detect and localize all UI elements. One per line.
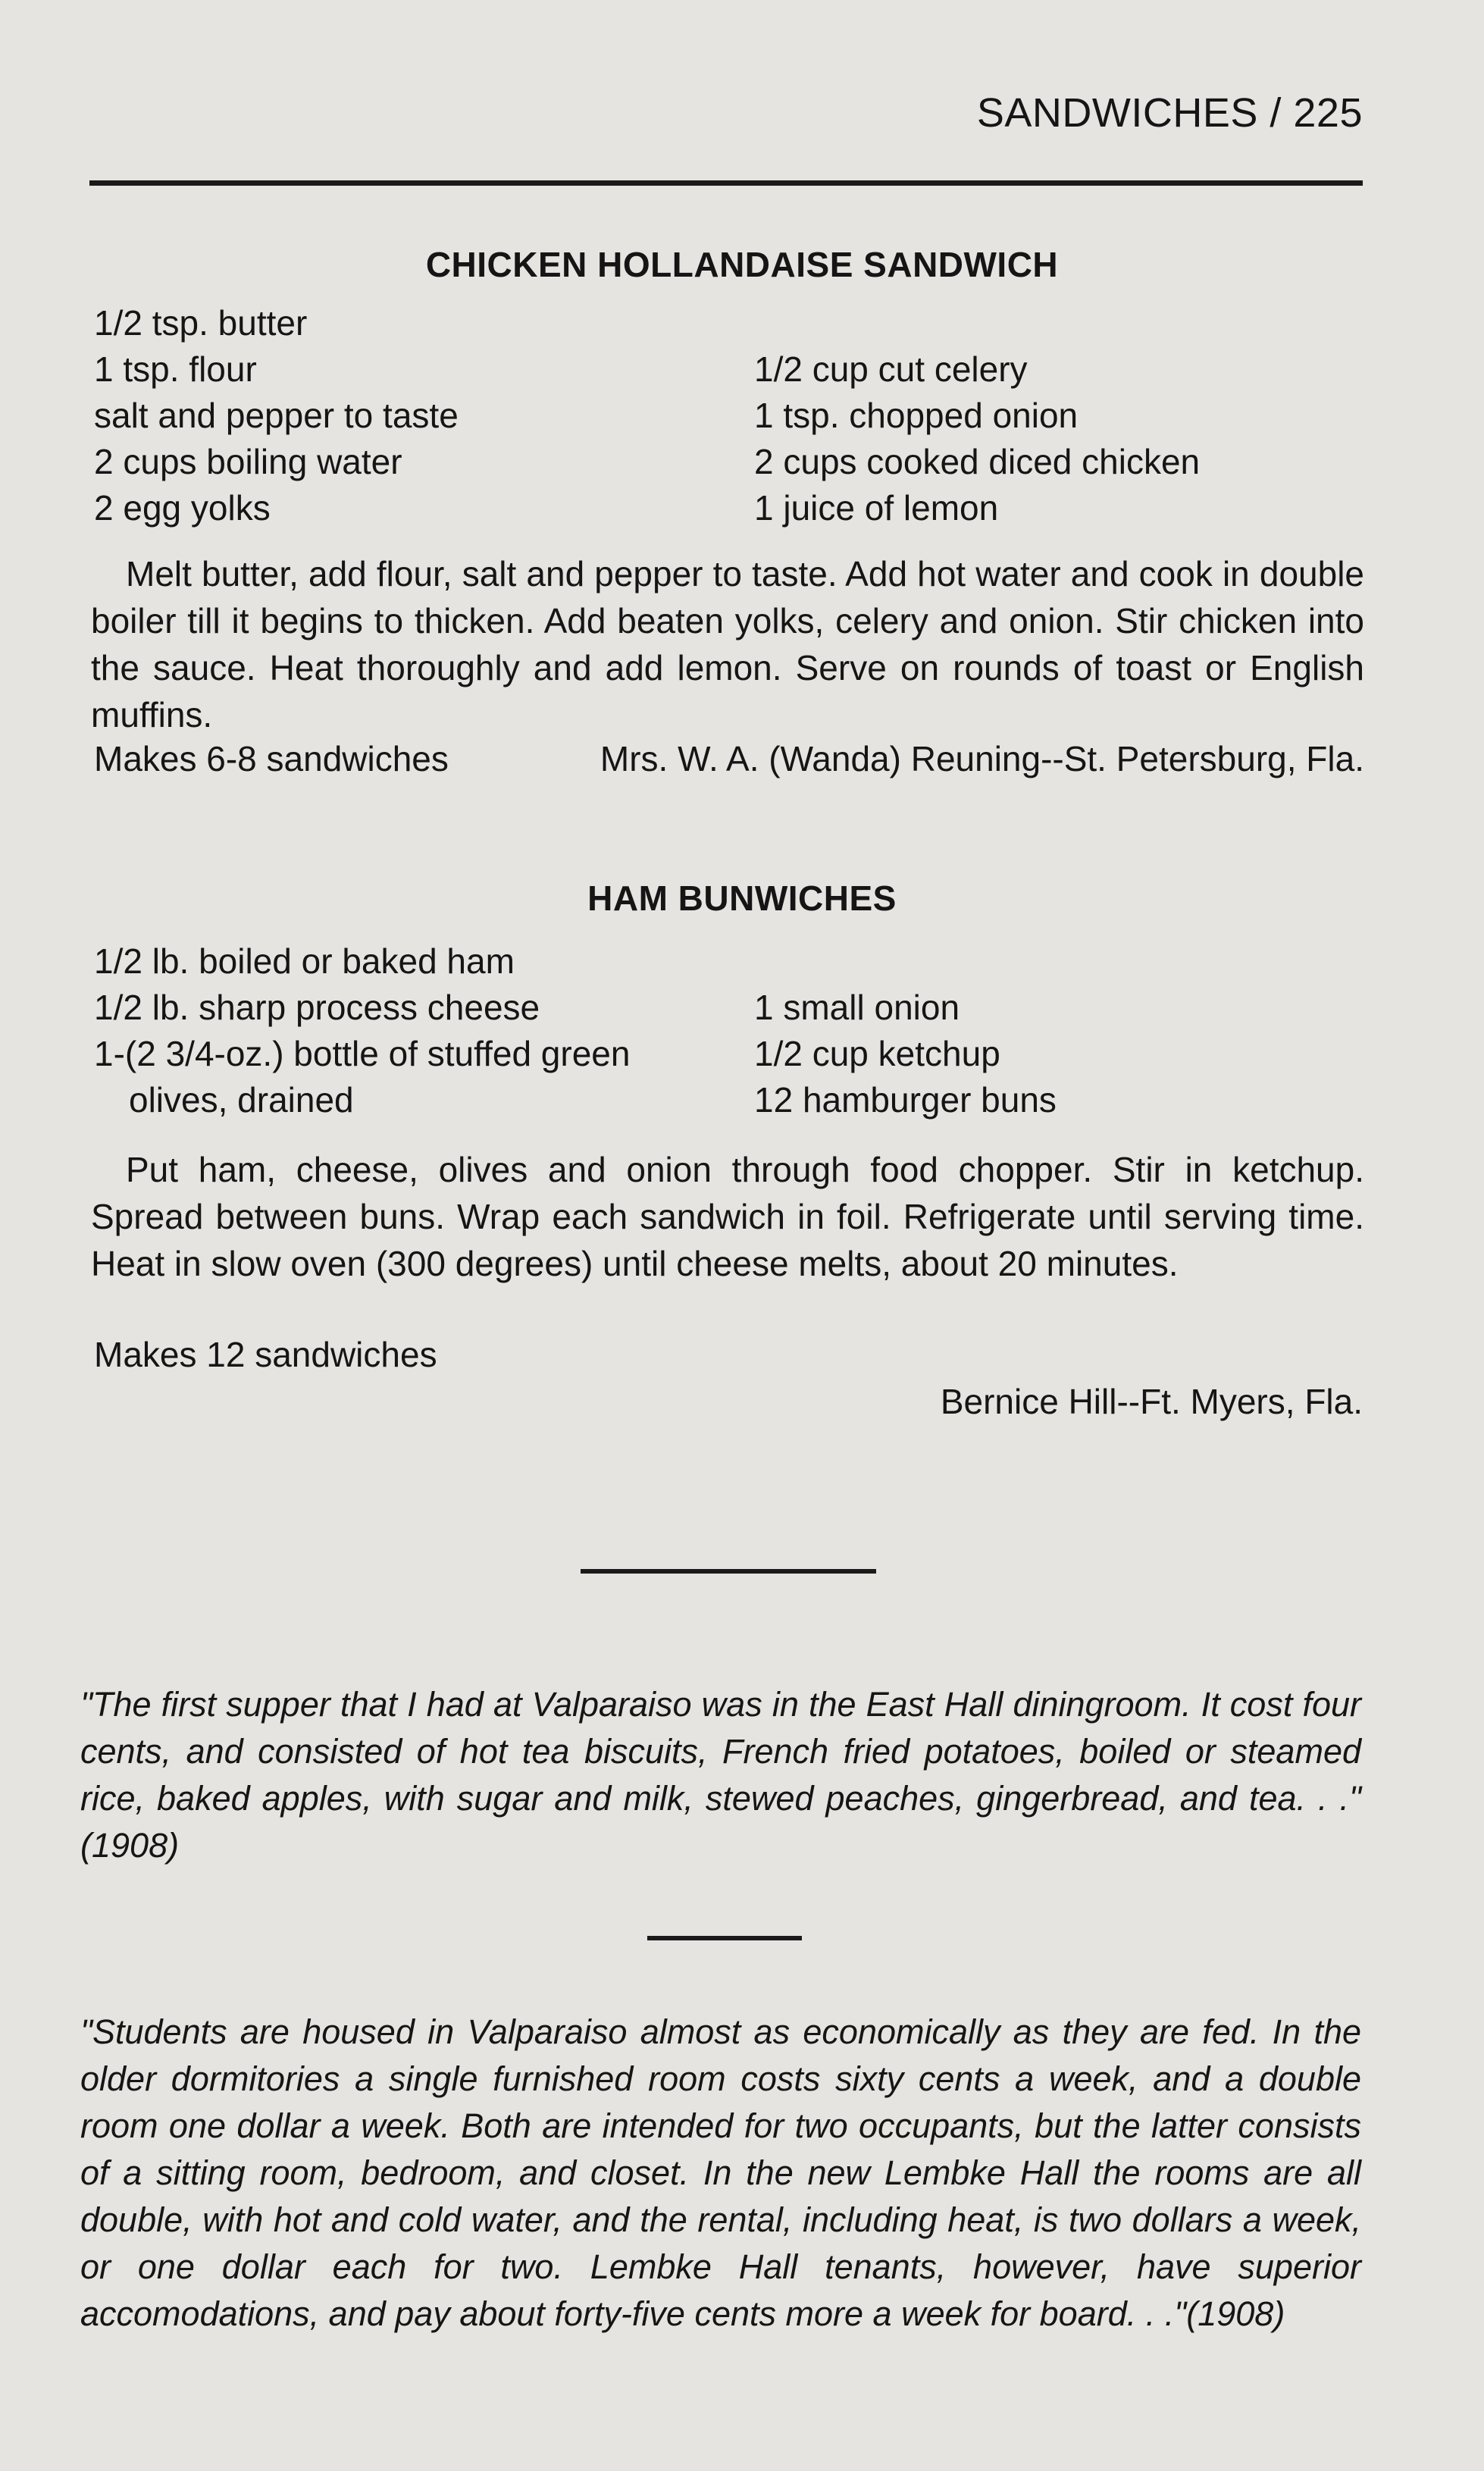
ingredient: 2 cups cooked diced chicken (754, 442, 1201, 481)
ingredient: salt and pepper to taste (94, 396, 459, 435)
ingredient: olives, drained (129, 1080, 354, 1120)
ingredient: 1/2 lb. boiled or baked ham (94, 941, 515, 981)
header-rule (89, 180, 1363, 186)
recipe-title: CHICKEN HOLLANDAISE SANDWICH (425, 245, 1059, 284)
ingredient-list-left (94, 300, 459, 531)
ingredient: 1 tsp. chopped onion (754, 396, 1079, 435)
ingredient: 1 tsp. flour (94, 349, 257, 389)
recipe-contributor: Bernice Hill--Ft. Myers, Fla. (940, 1382, 1363, 1421)
section-divider (581, 1569, 876, 1574)
ingredient: 1/2 tsp. butter (94, 303, 308, 343)
ingredient: 1/2 cup cut celery (754, 349, 1028, 389)
page-header: SANDWICHES / 225 (976, 90, 1363, 136)
ingredient: 1 small onion (754, 988, 960, 1027)
recipe-directions: Melt butter, add flour, salt and pepper to taste. Add hot water and cook in double boiler till it begins to thicken. Add beaten yolks, celery and onion. Stir chicken into the sauce. Heat thoroughly and add lemon. Serve on rounds of toast or English muffins. (91, 554, 1364, 734)
historical-quote: "The first supper that I had at Valparaiso was in the East Hall diningroom. It cost four cents, and consisted of hot tea biscuits, French fried potatoes, boiled or steamed rice, baked apples, with sugar and milk, stewed peaches, gingerbread, and tea. . ."(1908) (80, 1685, 1361, 1865)
ingredient: 1-(2 3/4-oz.) bottle of stuffed green (94, 1034, 631, 1073)
section-divider (647, 1936, 802, 1940)
recipe-yield: Makes 6-8 sandwiches (94, 739, 449, 778)
ingredient: 1/2 cup ketchup (754, 1034, 1000, 1073)
ingredient-list-right (754, 346, 1200, 531)
recipe-directions: Put ham, cheese, olives and onion through food chopper. Stir in ketchup. Spread between buns. Wrap each sandwich in foil. Refrigerate until serving time. Heat in slow oven (300 degrees) until cheese melts, about 20 minutes. (91, 1150, 1364, 1283)
historical-quote: "Students are housed in Valparaiso almost as economically as they are fed. In the older dormitories a single furnished room costs sixty cents a week, and a double room one dollar a week. Both are intended for two occupants, but the latter consists of a sitting room, bedroom, and closet. In the new Lembke Hall the rooms are all double, with hot and cold water, and the rental, including heat, is two dollars a week, or one dollar each for two. Lembke Hall tenants, however, have superior accomodations, and pay about forty-five cents more a week for board. . ."(1908) (80, 2012, 1361, 2333)
recipe-yield: Makes 12 sandwiches (94, 1335, 437, 1374)
ingredient: 12 hamburger buns (754, 1080, 1057, 1120)
recipe-title: HAM BUNWICHES (587, 878, 897, 918)
ingredient: 2 cups boiling water (94, 442, 402, 481)
ingredient: 2 egg yolks (94, 488, 271, 528)
ingredient-list-right (754, 985, 1057, 1123)
ingredient: 1 juice of lemon (754, 488, 999, 528)
ingredient: 1/2 lb. sharp process cheese (94, 988, 540, 1027)
recipe-contributor: Mrs. W. A. (Wanda) Reuning--St. Petersburg, Fla. (600, 739, 1364, 778)
ingredient-list-left (94, 938, 630, 1123)
